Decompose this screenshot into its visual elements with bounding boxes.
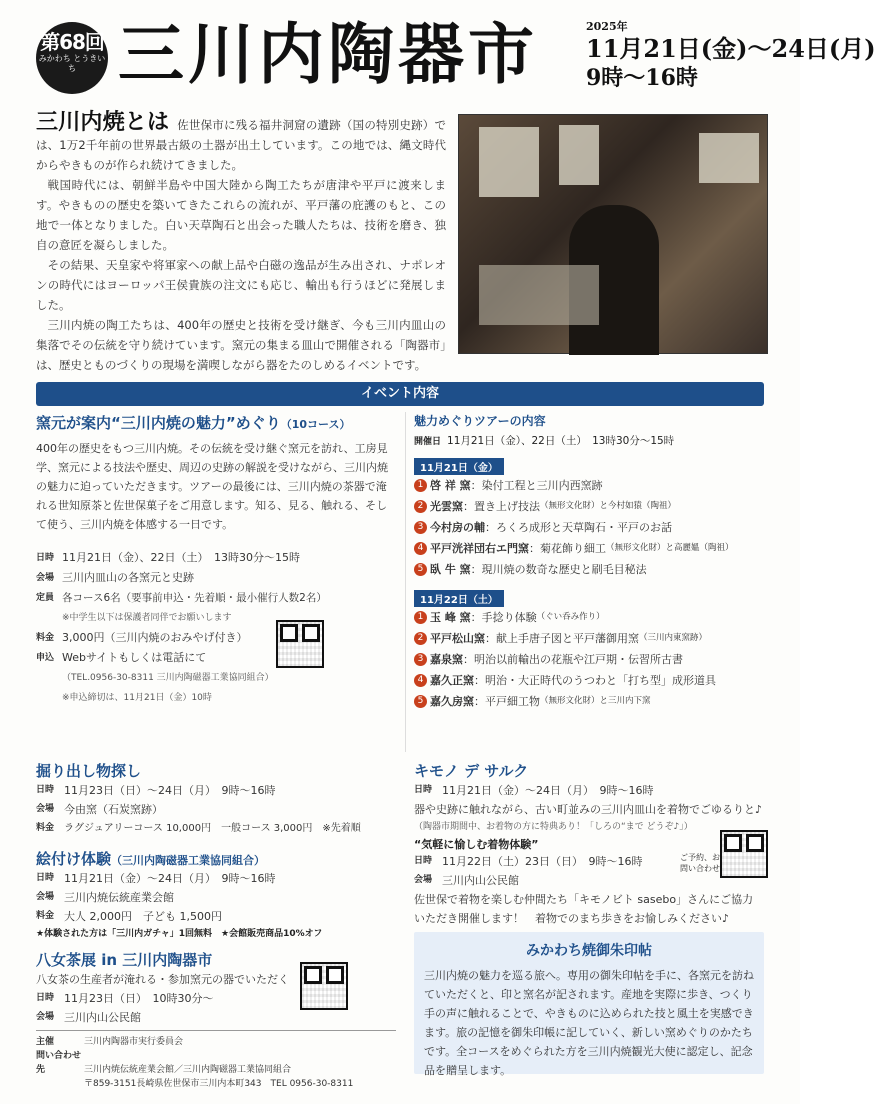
etsuke-row: 日時 11月21日（金）〜24日（月） 9時〜16時 <box>36 872 276 885</box>
tour-stop <box>414 559 764 580</box>
edition-badge <box>36 22 108 94</box>
tour-section <box>36 412 396 708</box>
horidashi-row: 料金 ラグジュアリーコース 10,000円 一般コース 3,000円 ※先着順 <box>36 823 361 834</box>
stop-tail: と今村如猿（陶祖） <box>599 501 677 511</box>
etsuke-block <box>36 848 396 939</box>
kiln-name: 臥 牛 窯 <box>430 563 471 576</box>
kimono-qr-code[interactable] <box>720 830 768 878</box>
stop-tail: と高麗媼（陶祖） <box>665 543 734 553</box>
intro-lead: 三川内焼とは <box>36 109 170 135</box>
tour-info-table <box>36 548 396 708</box>
tour-stop <box>414 649 764 670</box>
stop-number: 2 <box>414 632 427 645</box>
column-divider <box>405 412 406 752</box>
stop-desc: ：手捻り体験 <box>470 611 537 624</box>
tour-qr-code[interactable] <box>276 620 324 668</box>
stop-desc: ：平戸細工物 <box>474 695 540 708</box>
stop-desc: ：ろくろ成形と天草陶石・平戸のお話 <box>485 521 672 534</box>
etsuke-row: 会場 三川内焼伝統産業会館 <box>36 891 174 904</box>
stop-desc: ：献上手唐子図と平戸藩御用窯 <box>485 632 639 645</box>
kimono-subtitle: “気軽に愉しむ着物体験” <box>414 838 539 851</box>
kimono-desc2: 佐世保で着物を楽しむ仲間たち「キモノビト sasebo」さんにご協力いただき開催します！ 着物でのまち歩きをお愉しみください♪ <box>414 893 754 925</box>
kimono-qr-note: ご予約、お問い合わせ <box>680 853 720 873</box>
stop-number: 2 <box>414 500 427 513</box>
tour-row: 料金 3,000円（三川内焼のおみやげ付き） <box>36 631 248 644</box>
tour-stop <box>414 538 764 559</box>
kiln-name: 啓 祥 窯 <box>430 479 471 492</box>
yame-desc: 八女茶の生産者が淹れる・参加窯元の器でいただく <box>36 973 289 986</box>
kiln-name: 嘉久正窯 <box>430 674 474 687</box>
tour-content-title: 魅力めぐりツアーの内容 <box>414 414 546 428</box>
tour-description: 400年の歴史をもつ三川内焼。その伝統を受け継ぐ窯元を訪れ、工房見学、窯元による技法や歴史、周辺の史跡の解説を受けながら、三川内焼の魅力に迫っていただきます。ツアーの最後には、三川内焼の茶器で淹れる世知原茶と佐世保菓子をご用意します。知る、見る、触れる、そして使う、三川内焼を体感する一日です。 <box>36 442 388 531</box>
event-dates <box>586 18 876 92</box>
edition-number: 第68回 <box>40 30 104 54</box>
edition-subtitle: みかわち とうきいち <box>38 54 106 73</box>
day2-tag: 11月22日（土） <box>414 590 504 607</box>
stop-number: 3 <box>414 653 427 666</box>
goshuin-body: 三川内焼の魅力を巡る旅へ。専用の御朱印帖を手に、各窯元を訪ねていただくと、印と窯名が記されます。産地を実際に歩き、つくり手の声に触れることで、やきものに込められた技と風土を実感できます。旅の記憶を御朱印帳に記していく、新しい窯めぐりのかたちです。全コースをめぐられた方を三川内焼観光大使に認定し、記念品を贈呈します。 <box>424 969 754 1077</box>
stop-desc: ：明治・大正時代のうつわと「打ち型」成形道具 <box>474 674 716 687</box>
stop-tail: と三川内下窯 <box>599 696 651 706</box>
tour-stop <box>414 691 764 712</box>
horidashi-row: 日時 11月23日（日）〜24日（月） 9時〜16時 <box>36 784 276 797</box>
etsuke-note: ★体験された方は「三川内ガチャ」1回無料 ★会館販売商品10%オフ <box>36 929 323 939</box>
stop-desc: ：置き上げ技法 <box>463 500 540 513</box>
etsuke-title: 絵付け体験（三川内陶磁器工業協同組合） <box>36 850 266 868</box>
tour-row: 日時 11月21日（金）、22日（土） 13時30分〜15時 <box>36 551 300 564</box>
kiln-name: 今村房の輔 <box>430 521 485 534</box>
stop-number: 4 <box>414 542 427 555</box>
kiln-name: 嘉泉窯 <box>430 653 463 666</box>
kimono-row: 日時 11月21日（金）〜24日（月） 9時〜16時 <box>414 784 654 797</box>
stop-number: 3 <box>414 521 427 534</box>
footer-address: 〒859-3151長崎県佐世保市三川内本町343 TEL 0956-30-8311 <box>84 1079 354 1089</box>
kimono-desc: 器や史跡に触れながら、古い町並みの三川内皿山を着物でごゆるりと♪ <box>414 803 763 816</box>
tour-row: 申込 Webサイトもしくは電話にて <box>36 651 207 664</box>
tour-title <box>36 412 396 433</box>
kimono-note: （陶器市期間中、お着物の方に特典あり！「しろの“まで どうぞ♪」） <box>414 822 693 832</box>
footer-host: 三川内陶器市実行委員会 <box>84 1037 184 1047</box>
footer-contact: 三川内焼伝統産業会館／三川内陶磁器工業協同組合 <box>84 1065 292 1075</box>
kiln-name: 平戸洸祥団右エ門窯 <box>430 542 529 555</box>
kiln-name: 平戸松山窯 <box>430 632 485 645</box>
stop-number: 5 <box>414 695 427 708</box>
main-title: 三川内陶器市 <box>118 15 538 93</box>
kimono-row2: 日時 11月22日（土）23日（日） 9時〜16時 <box>414 855 643 868</box>
event-year: 2025年 <box>586 20 628 33</box>
goshuin-title: みかわち焼御朱印帖 <box>526 943 652 959</box>
tour-row: （TEL.0956-30-8311 三川内陶磁器工業協同組合） <box>62 673 274 683</box>
intro-text <box>36 109 446 375</box>
yame-qr-code[interactable] <box>300 962 348 1010</box>
kimono-title: キモノ デ サルク <box>414 762 529 780</box>
stop-number: 1 <box>414 479 427 492</box>
workshop-photo <box>458 114 768 354</box>
tour-row: 会場 三川内皿山の各窯元と史跡 <box>36 571 194 584</box>
day1-list <box>414 475 764 580</box>
tour-row: 定員 各コース6名（要事前申込・先着順・最小催行人数2名） <box>36 592 327 604</box>
tour-title-text: 窯元が案内“三川内焼の魅力”めぐり <box>36 414 281 432</box>
stop-desc: ：明治以前輸出の花瓶や江戸期・伝習所古書 <box>463 653 683 666</box>
yame-title: 八女茶展 in 三川内陶器市 <box>36 951 213 969</box>
intro-p1: 佐世保市に残る福井洞窟の遺跡（国の特別史跡）では、1万2千年前の世界最古級の土器が出土しています。この地では、縄文時代からやきものが作られ続けてきました。 <box>36 118 446 172</box>
kimono-row2: 会場 三川内山公民館 <box>414 874 519 887</box>
tour-stop <box>414 517 764 538</box>
yame-row: 会場 三川内山公民館 <box>36 1011 141 1024</box>
footer-contact-label: 問い合わせ先 <box>36 1051 82 1075</box>
horidashi-title: 掘り出し物探し <box>36 762 142 780</box>
tour-content-dates: 開催日 11月21日（金）、22日（土） 13時30分〜15時 <box>414 435 675 447</box>
event-date-range: 11月21日(金)〜24日(月) <box>586 34 876 63</box>
stop-note: （三川内東窯跡） <box>639 633 708 643</box>
intro-p2: 戦国時代には、朝鮮半島や中国大陸から陶工たちが唐津や平戸に渡来します。やきものの歴史を築いてきたこれらの流れが、平戸藩の庇護のもと、この地で一体となりました。白い天草陶石と出会った職人たちは、技術を磨き、独自の意匠を凝らしました。 <box>36 178 446 252</box>
tour-title-courses: （10コース） <box>280 418 351 431</box>
kiln-name: 嘉久房窯 <box>430 695 474 708</box>
stop-number: 5 <box>414 563 427 576</box>
stop-note: （無形文化財） <box>540 501 600 511</box>
stop-note: （ぐい呑み作り） <box>536 612 605 622</box>
footer-host-label: 主催 <box>36 1037 55 1047</box>
stop-desc: ：染付工程と三川内西窯跡 <box>470 479 603 492</box>
intro-p3: その結果、天皇家や将軍家への献上品や白磁の逸品が生み出され、ナポレオンの時代にはヨーロッパ王侯貴族の注文にも応じ、輸出も行うほどに発展しました。 <box>36 258 446 312</box>
stop-note: （無形文化財） <box>540 696 600 706</box>
tour-stop <box>414 475 764 496</box>
tour-stop <box>414 607 764 628</box>
yame-row: 日時 11月23日（日） 10時30分〜 <box>36 992 214 1005</box>
horidashi-block <box>36 760 396 838</box>
intro-p4: 三川内焼の陶工たちは、400年の歴史と技術を受け継ぎ、今も三川内皿山の集落でその伝統を守り続けています。窯元の集まる皿山で開催される「陶器市」は、歴史とものづくりの現場を満喫しながら器をたのしめるイベントです。 <box>36 318 446 372</box>
footer <box>36 1030 396 1091</box>
tour-content-section <box>414 412 764 712</box>
stop-desc: ：現川焼の数奇な歴史と刷毛目秘法 <box>470 563 647 576</box>
stop-number: 4 <box>414 674 427 687</box>
day1-tag: 11月21日（金） <box>414 458 504 475</box>
stop-number: 1 <box>414 611 427 624</box>
tour-row: ※中学生以下は保護者同伴でお願いします <box>62 613 232 623</box>
stop-note: （無形文化財） <box>606 543 666 553</box>
tour-stop <box>414 670 764 691</box>
kiln-name: 玉 峰 窯 <box>430 611 471 624</box>
event-section-header: イベント内容 <box>36 382 764 406</box>
tour-row: ※申込締切は、11月21日（金）10時 <box>62 693 212 703</box>
stop-desc: ：菊花飾り細工 <box>529 542 606 555</box>
kimono-section <box>414 760 764 928</box>
tour-stop <box>414 496 764 517</box>
day2-list <box>414 607 764 712</box>
horidashi-row: 会場 今由窯（石炭窯跡） <box>36 803 163 816</box>
event-hours: 9時〜16時 <box>586 65 698 91</box>
tour-stop <box>414 628 764 649</box>
kiln-name: 光雲窯 <box>430 500 463 513</box>
etsuke-row: 料金 大人 2,000円 子ども 1,500円 <box>36 910 222 923</box>
goshuin-panel <box>414 932 764 1077</box>
